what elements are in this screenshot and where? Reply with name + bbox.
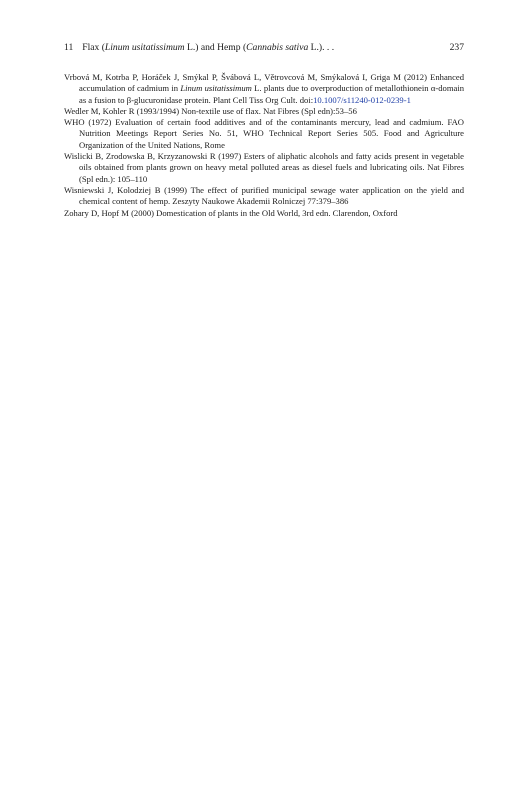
doi-link[interactable]: 10.1007/s11240-012-0239-1 <box>313 94 411 105</box>
running-title-text: Flax ( <box>82 42 105 53</box>
reference-entry: Zohary D, Hopf M (2000) Domestication of plants in the Old World, 3rd edn. Clarendon, Oxford <box>64 207 398 218</box>
running-title-text: L.). . . <box>308 42 335 53</box>
reference-italic: Linum usitatissimum <box>180 83 252 94</box>
reference-entry: Wislicki B, Zrodowska B, Krzyzanowski R (1997) Esters of aliphatic alcohols and fatty acids present in vegetable oils obtained from plants grown on heavy metal polluted areas as diesel fuels and lubricating oils. Nat Fibres (Spl edn.): 105–110 <box>64 151 464 184</box>
chapter-number: 11 <box>64 42 74 53</box>
reference-list <box>64 72 464 219</box>
running-title-italic: Cannabis sativa <box>246 42 309 53</box>
reference-entry: Wisniewski J, Kolodziej B (1999) The effect of purified municipal sewage water application on the yield and chemical content of hemp. Zeszyty Naukowe Akademii Rolniczej 77:379–386 <box>64 184 464 207</box>
reference-text: Vrbová M, Kotrba P, Horáček J, Smýkal P, Švábová L, Větrovcová M, Smýkalová I, Griga M (2012) Enhanced accumulation of cadmium in <box>64 72 464 94</box>
running-header <box>64 42 464 54</box>
running-title <box>64 42 334 54</box>
running-title-text: L.) and Hemp ( <box>184 42 247 53</box>
running-title-italic: Linum usitatissimum <box>104 42 185 53</box>
reference-entry: WHO (1972) Evaluation of certain food additives and of the contaminants mercury, lead and cadmium. FAO Nutrition Meetings Report Series No. 51, WHO Technical Report Series 505. Food and Agriculture Organization of the United Nations, Rome <box>64 117 464 150</box>
reference-entry <box>64 72 464 106</box>
page-number: 237 <box>449 42 464 53</box>
reference-entry: Wedler M, Kohler R (1993/1994) Non-textile use of flax. Nat Fibres (Spl edn):53–56 <box>64 105 357 116</box>
reference-text: L. plants due to overproduction of metallothionein α-domain as a fusion to β-glucuronidase protein. Plant Cell Tiss Org Cult. doi: <box>79 83 464 105</box>
